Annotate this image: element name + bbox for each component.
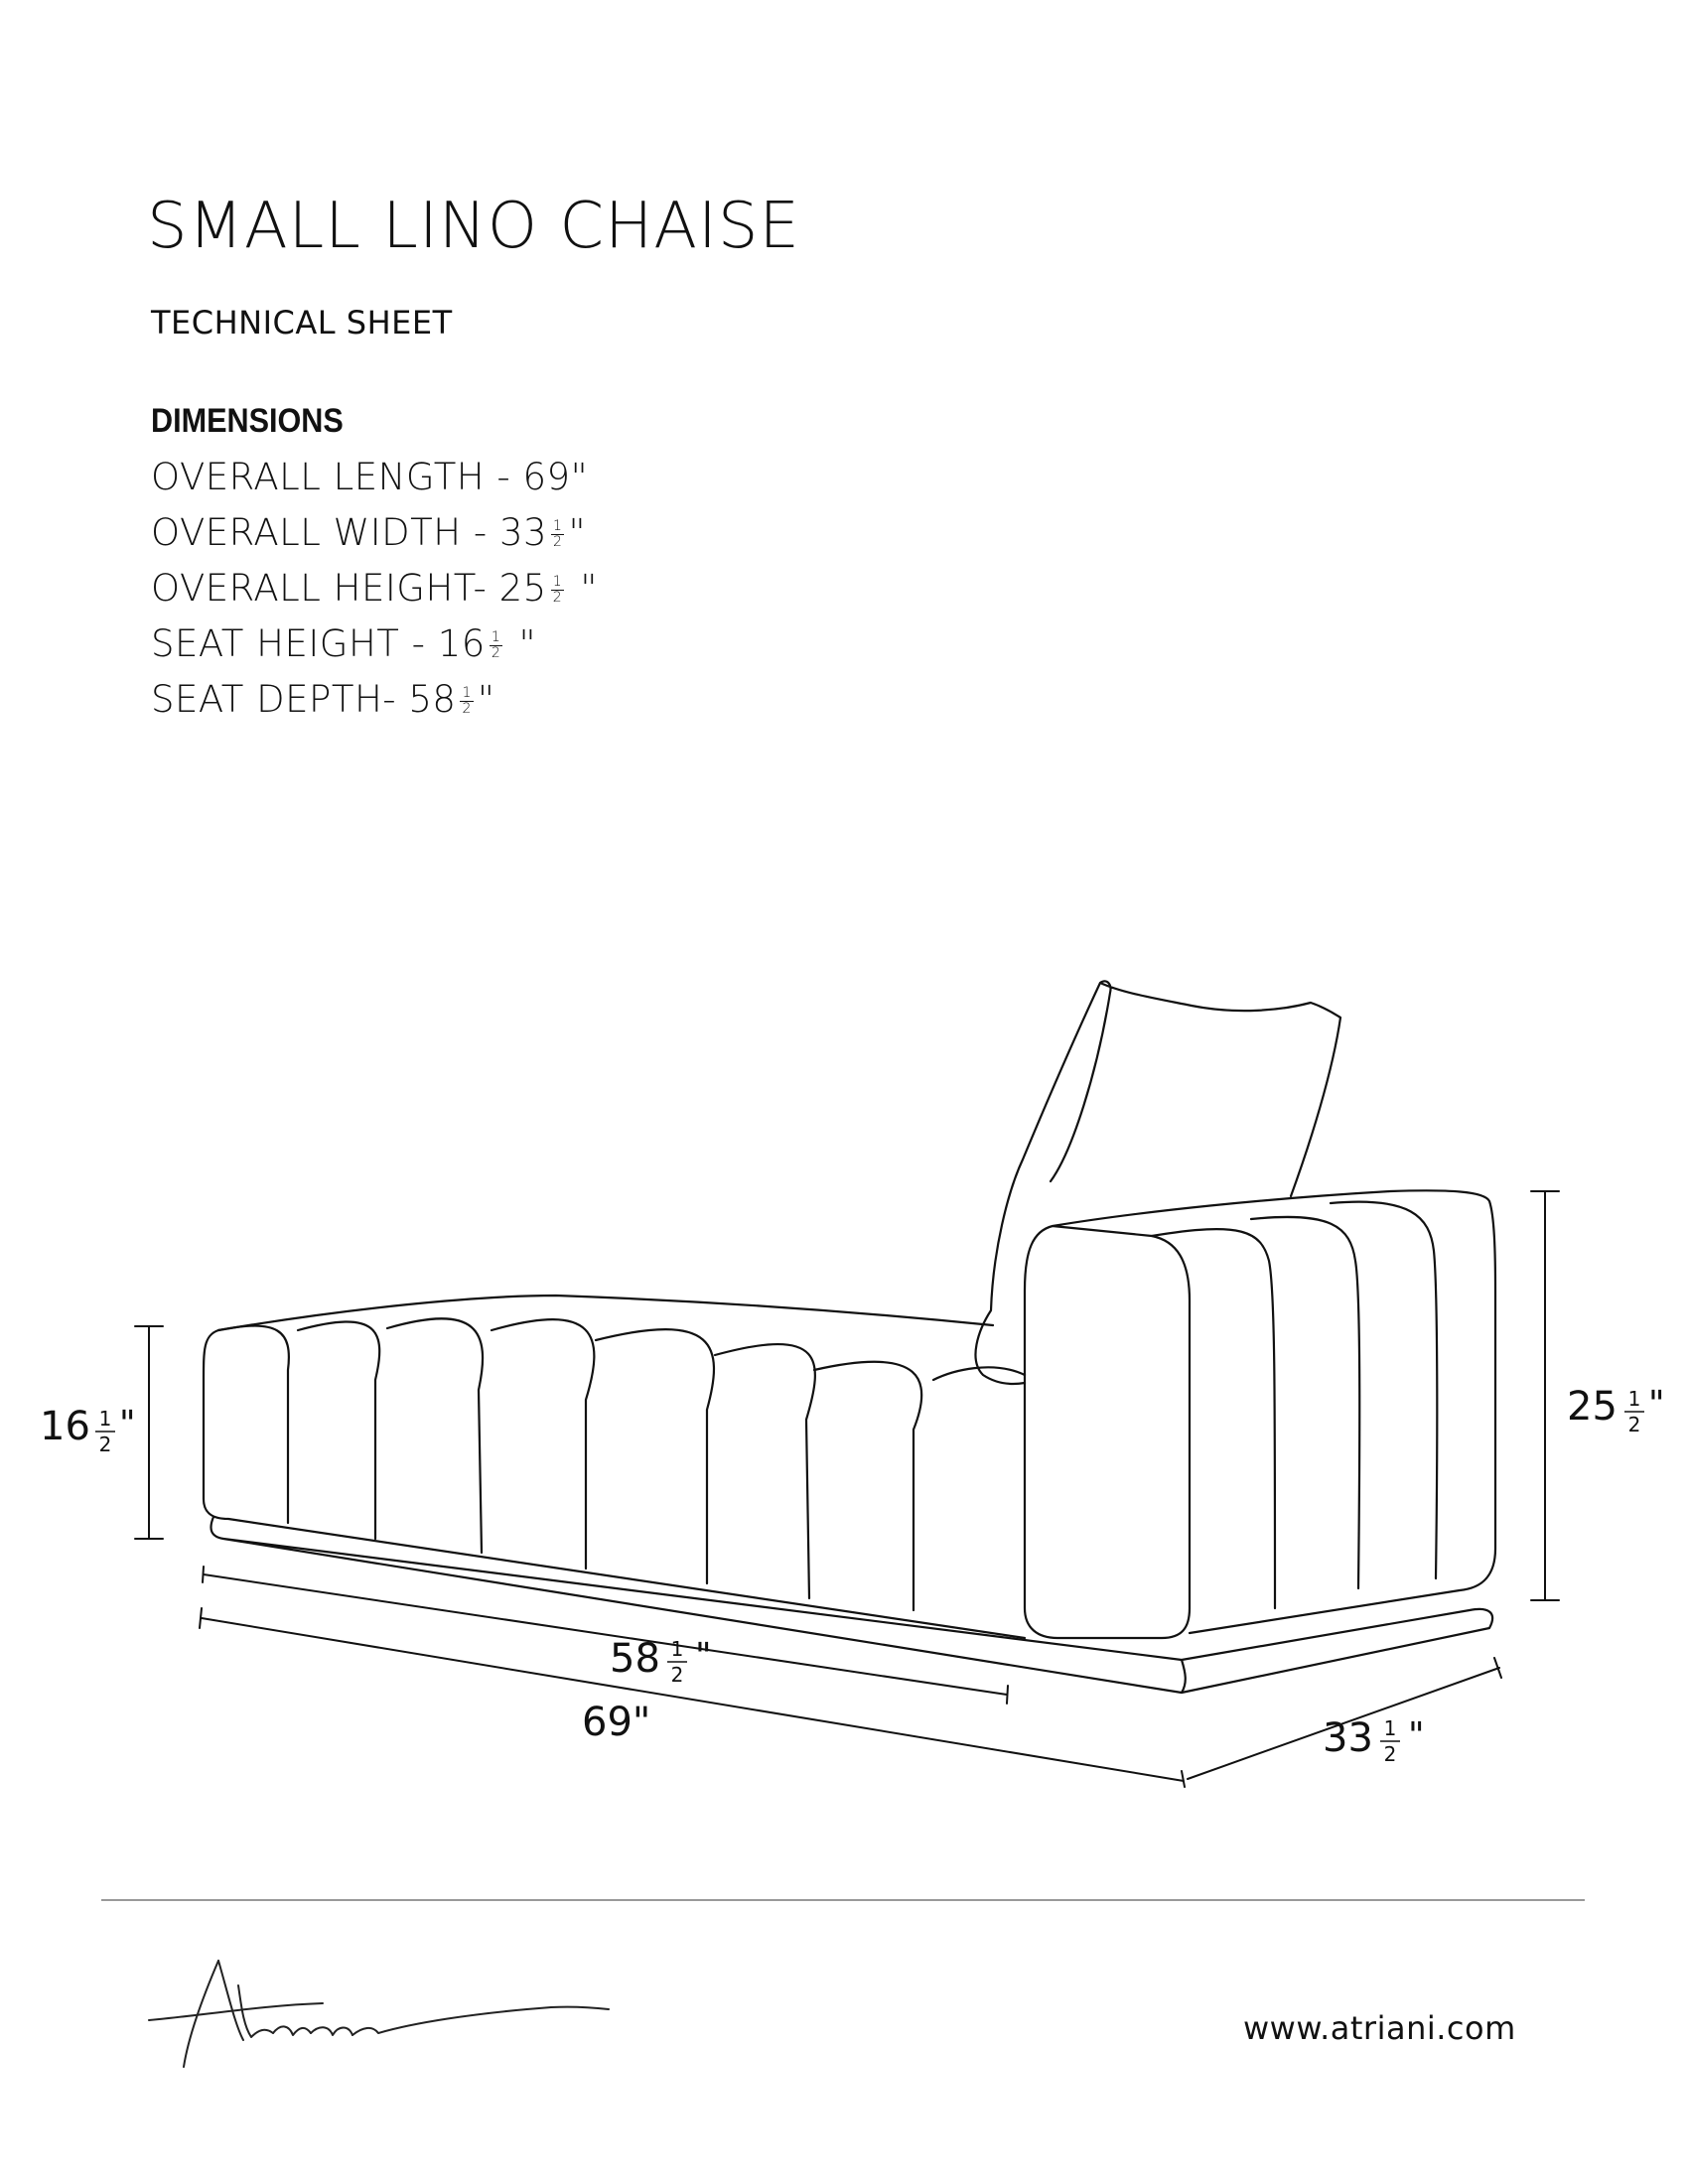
seat-channel [387, 1318, 483, 1553]
overall-length-label: 69" [582, 1700, 651, 1745]
fraction: $\frac{1}{2}$ [462, 685, 472, 718]
dimension-overall-height-label: OVERALL HEIGHT- 25 [151, 567, 547, 611]
fraction: $\frac{1}{2}$ [553, 518, 563, 551]
dimension-overall-length-label: OVERALL LENGTH - 69" [151, 456, 589, 499]
svg-text:2: 2 [670, 1663, 684, 1687]
svg-text:1: 1 [98, 1407, 112, 1431]
dimension-seat-height-label: SEAT HEIGHT - 16 [151, 622, 486, 666]
dimension-overall-height [151, 561, 598, 616]
svg-text:1: 1 [670, 1637, 684, 1661]
overall-width-label [1323, 1715, 1425, 1766]
seat-channel [814, 1362, 921, 1610]
svg-text:1: 1 [1383, 1716, 1397, 1740]
dimensions-heading: DIMENSIONS [151, 402, 344, 440]
seat-channel [715, 1344, 815, 1598]
seat-channel [596, 1329, 714, 1583]
atriani-signature-logo[interactable] [144, 1946, 640, 2075]
svg-text:2: 2 [1383, 1742, 1397, 1766]
footer-divider [101, 1899, 1585, 1901]
website-link[interactable]: www.atriani.com [1243, 2009, 1516, 2047]
svg-text:58: 58 [610, 1636, 660, 1682]
dimension-seat-depth-label: SEAT DEPTH- 58 [151, 678, 457, 722]
dimension-labels [40, 1384, 1665, 1766]
page-title: SMALL LINO CHAISE [147, 190, 800, 263]
seat-cushion [204, 1296, 1025, 1638]
seat-channel [298, 1321, 379, 1539]
inch-mark: " [506, 622, 537, 666]
inch-mark: " [568, 511, 586, 555]
armrest-channel [1331, 1202, 1437, 1578]
fraction: $\frac{1}{2}$ [552, 574, 563, 607]
overall-length-dimension-line [200, 1608, 1185, 1787]
svg-text:16: 16 [40, 1404, 90, 1449]
svg-text:1: 1 [1627, 1387, 1641, 1411]
chaise-line-drawing [0, 933, 1688, 1807]
svg-text:": " [695, 1636, 712, 1677]
svg-text:25: 25 [1567, 1384, 1618, 1430]
dimension-overall-length [151, 450, 598, 505]
dimension-seat-height [151, 616, 598, 672]
seat-height-dimension-line [135, 1326, 163, 1539]
svg-text:33: 33 [1323, 1715, 1373, 1761]
svg-text:2: 2 [1627, 1413, 1641, 1436]
seat-height-label [40, 1404, 136, 1456]
dimension-overall-width-label: OVERALL WIDTH - 33 [151, 511, 548, 555]
armrest-channel [1152, 1229, 1275, 1608]
overall-height-label [1567, 1384, 1665, 1436]
svg-text:": " [1648, 1384, 1665, 1425]
svg-text:": " [1408, 1715, 1425, 1756]
dimensions-block [151, 403, 598, 728]
seat-channel [218, 1326, 289, 1523]
armrest [1025, 1190, 1495, 1638]
dimension-overall-width [151, 505, 598, 561]
inch-mark: " [477, 678, 495, 722]
dimension-seat-depth [151, 672, 598, 728]
fraction: $\frac{1}{2}$ [491, 629, 501, 662]
svg-text:": " [119, 1404, 136, 1444]
seat-channel [492, 1319, 594, 1569]
inch-mark: " [568, 567, 598, 611]
back-cushion [975, 981, 1340, 1384]
page-subtitle: TECHNICAL SHEET [151, 304, 453, 341]
armrest-channel [1251, 1217, 1359, 1588]
svg-text:2: 2 [98, 1433, 112, 1456]
overall-height-dimension-line [1531, 1191, 1559, 1600]
